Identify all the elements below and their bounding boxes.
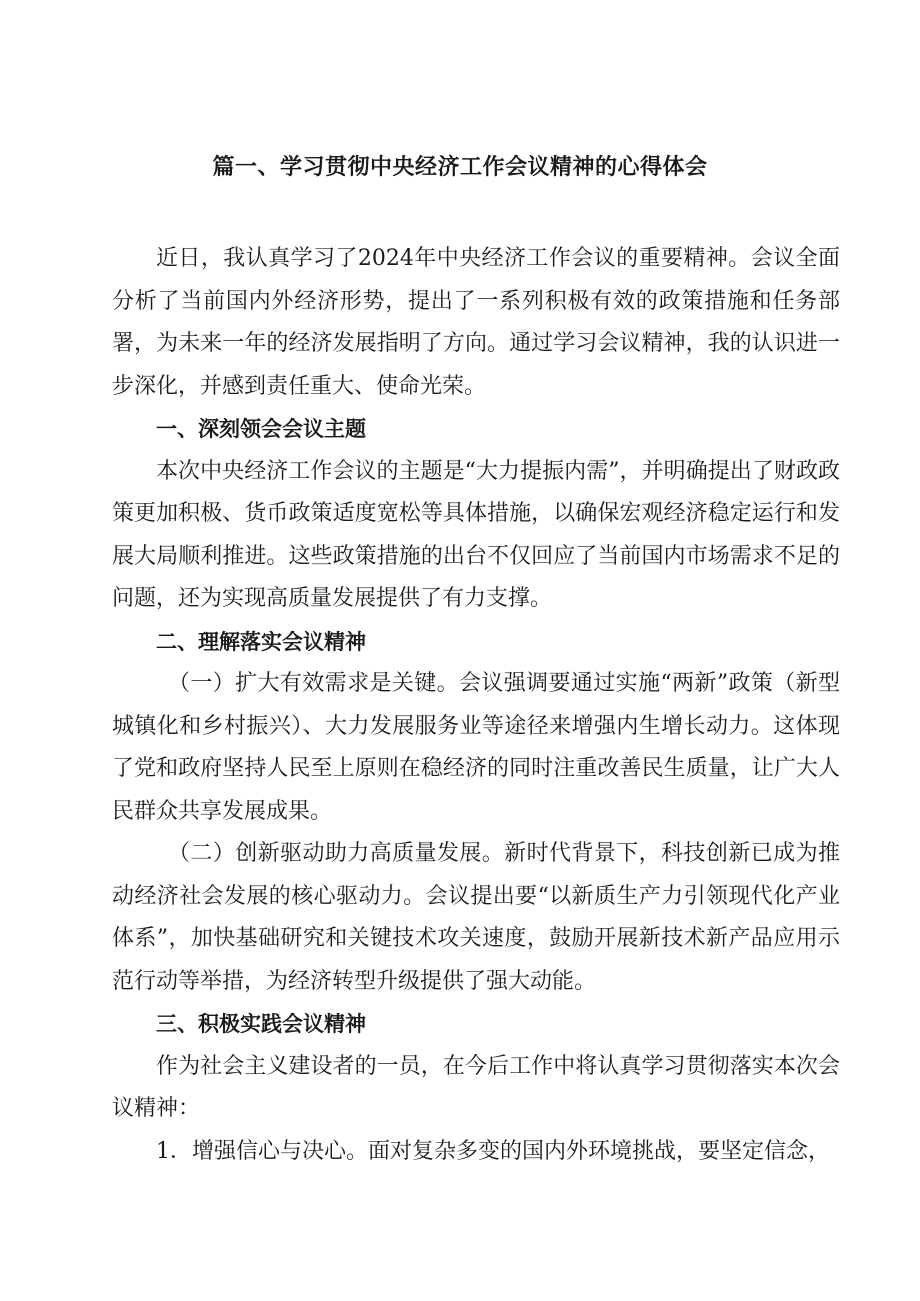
document-body (112, 238, 840, 1173)
section-3-paragraph: 作为社会主义建设者的一员，在今后工作中将认真学习贯彻落实本次会议精神： (112, 1053, 840, 1121)
section-2-heading: 二、理解落实会议精神 (156, 629, 366, 654)
section-1-heading: 一、深刻领会会议主题 (156, 417, 366, 441)
document-title: 篇一、学习贯彻中央经济工作会议精神的心得体会 (212, 155, 708, 180)
section-3-item-1: 1．增强信心与决心。面对复杂多变的国内外环境挑战，要坚定信念， (156, 1138, 830, 1164)
section-2-item-1: （一）扩大有效需求是关键。会议强调要通过实施“两新”政策（新型城镇化和乡村振兴）、大力发展服务业等途径来增强内生增长动力。这体现了党和政府坚持人民至上原则在稳经济的同时注重改善民生质量，让广大人民群众共享发展成果。 (112, 671, 840, 824)
section-3-heading: 三、积极实践会议精神 (156, 1012, 366, 1036)
section-1-paragraph: 本次中央经济工作会议的主题是“大力提振内需”，并明确提出了财政政策更加积极、货币政策适度宽松等具体措施，以确保宏观经济稳定运行和发展大局顺利推进。这些政策措施的出台不仅回应了当前国内市场需求不足的问题，还为实现高质量发展提供了有力支撑。 (112, 458, 840, 611)
section-2-item-2: （二）创新驱动助力高质量发展。新时代背景下，科技创新已成为推动经济社会发展的核心驱动力。会议提出要“以新质生产力引领现代化产业体系”，加快基础研究和关键技术攻关速度，鼓励开展新技术新产品应用示范行动等举措，为经济转型升级提供了强大动能。 (112, 841, 840, 994)
intro-paragraph: 近日，我认真学习了2024年中央经济工作会议的重要精神。会议全面分析了当前国内外经济形势，提出了一系列积极有效的政策措施和任务部署，为未来一年的经济发展指明了方向。通过学习会议精神，我的认识进一步深化，并感到责任重大、使命光荣。 (112, 246, 840, 399)
